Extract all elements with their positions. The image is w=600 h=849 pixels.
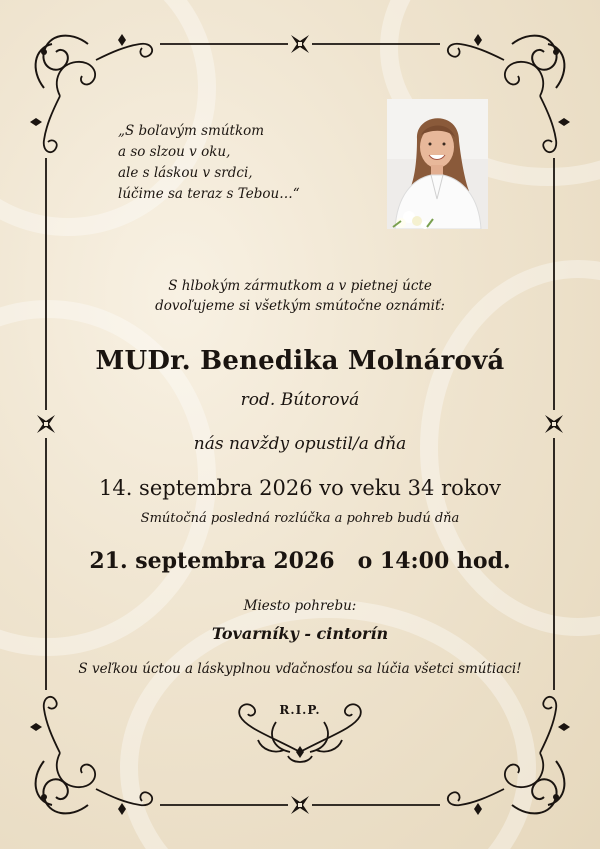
intro-line: dovoľujeme si všetkým smútočne oznámiť: [155, 298, 445, 314]
left-us-text: nás navždy opustil/a dňa [193, 434, 407, 454]
deceased-name: MUDr. Benedika Molnárová [95, 346, 505, 376]
portrait-photo [387, 99, 488, 229]
funeral-intro: Smútočná posledná rozlúčka a pohreb budú dňa [140, 511, 460, 526]
funeral-place: Tovarníky - cintorín [211, 624, 389, 643]
funeral-datetime: 21. septembra 2026 o 14:00 hod. [89, 548, 511, 574]
memorial-quote [118, 121, 348, 205]
death-date-age: 14. septembra 2026 vo veku 34 rokov [98, 476, 501, 500]
quote-line: ale s láskou v srdci, [118, 165, 253, 181]
intro-line: S hlbokým zármutkom a v pietnej úcte [168, 278, 432, 294]
quote-line: a so slzou v oku, [118, 144, 231, 160]
rip-label: R.I.P. [279, 703, 321, 717]
place-label: Miesto pohrebu: [243, 598, 357, 614]
maiden-name: rod. Bútorová [240, 390, 360, 410]
quote-line: „S boľavým smútkom [118, 123, 265, 139]
quote-line: lúčime sa teraz s Tebou…“ [118, 186, 300, 202]
closing-line: S veľkou úctou a láskyplnou vďačnosťou sa lúčia všetci smútiaci! [78, 661, 522, 677]
